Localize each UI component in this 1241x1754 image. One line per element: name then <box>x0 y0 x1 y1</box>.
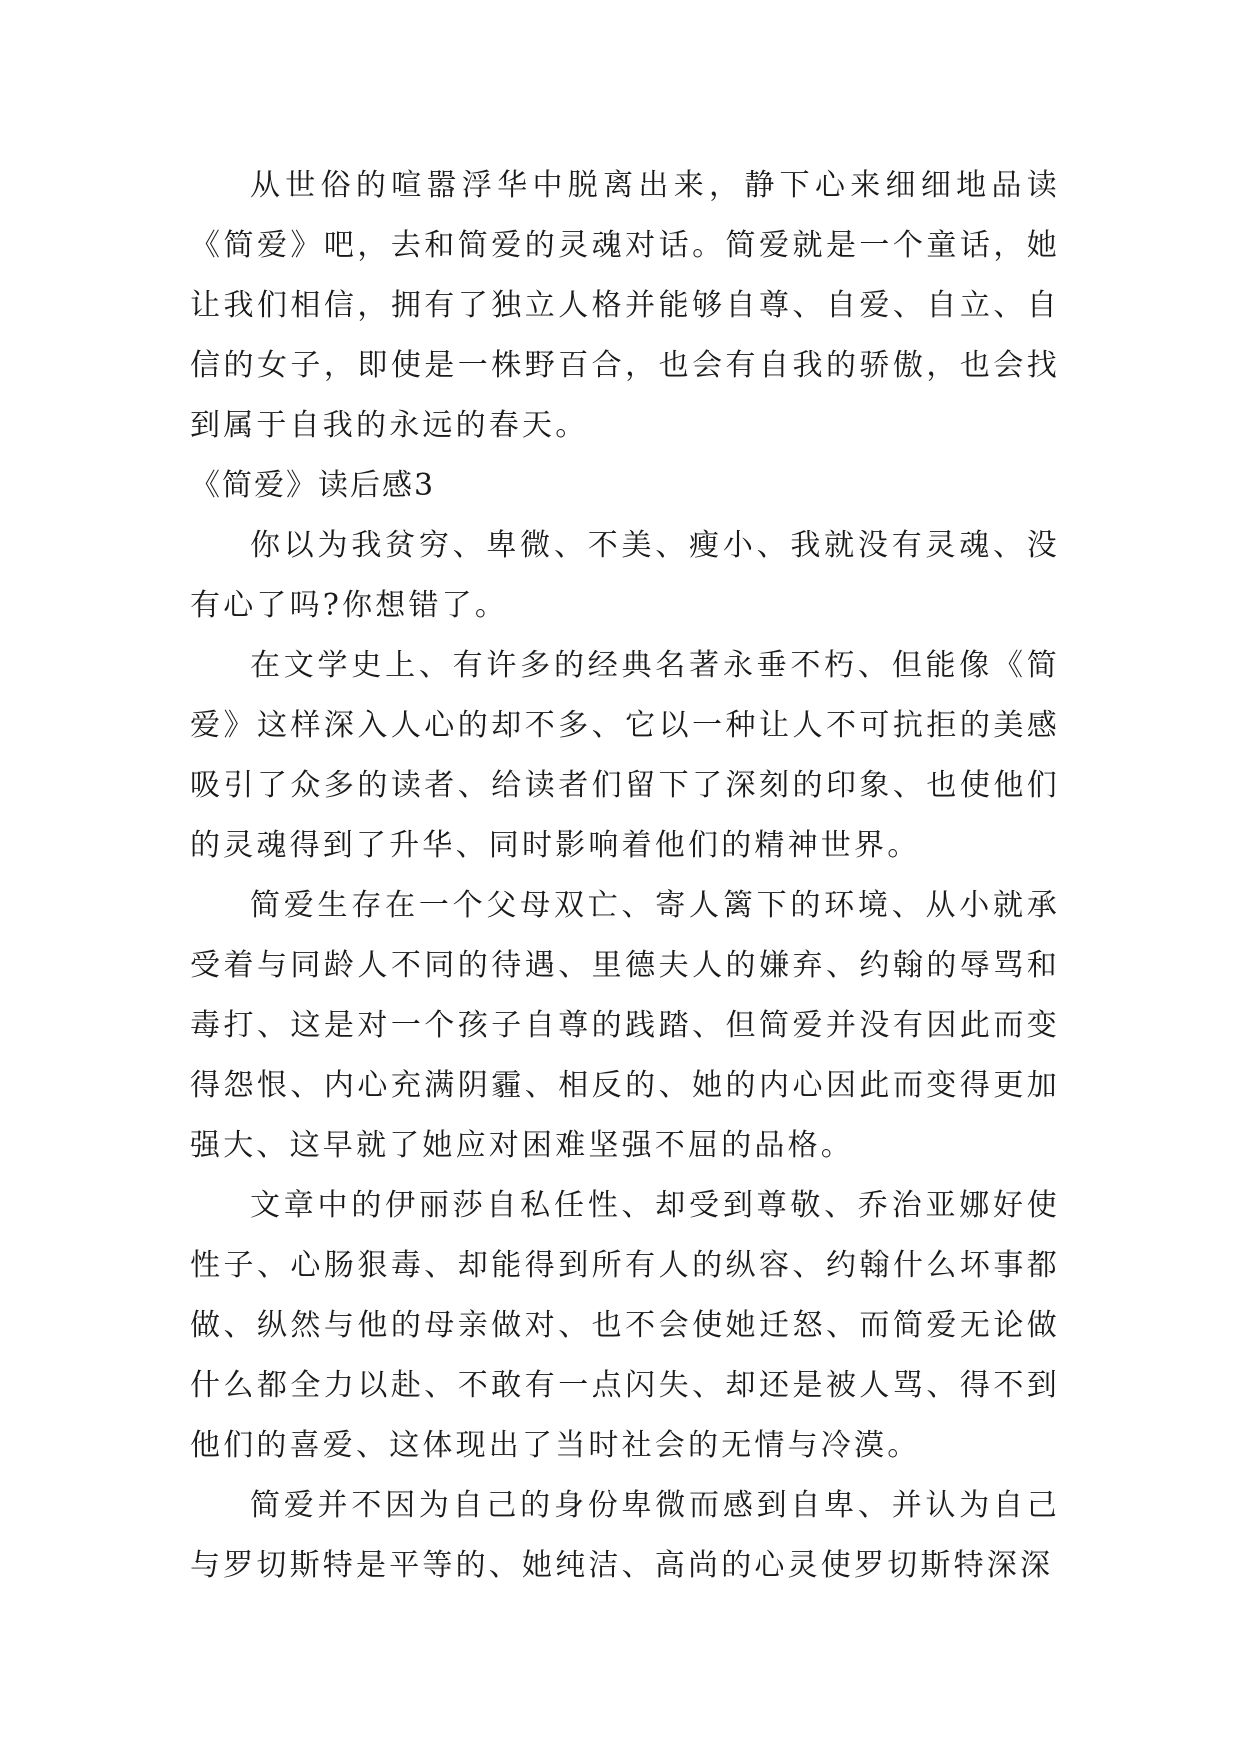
paragraph-5: 文章中的伊丽莎自私任性、却受到尊敬、乔治亚娜好使性子、心肠狠毒、却能得到所有人的纵容、约翰什么坏事都做、纵然与他的母亲做对、也不会使她迁怒、而简爱无论做什么都全力以赴、不敢有一点闪失、却还是被人骂、得不到他们的喜爱、这体现出了当时社会的无情与冷漠。 <box>190 1188 1060 1463</box>
paragraph-6: 简爱并不因为自己的身份卑微而感到自卑、并认为自己与罗切斯特是平等的、她纯洁、高尚的心灵使罗切斯特深深 <box>190 1488 1060 1583</box>
paragraph-3: 在文学史上、有许多的经典名著永垂不朽、但能像《简爱》这样深入人心的却不多、它以一种让人不可抗拒的美感吸引了众多的读者、给读者们留下了深刻的印象、也使他们的灵魂得到了升华、同时影响着他们的精神世界。 <box>190 648 1060 863</box>
paragraph-2: 你以为我贫穷、卑微、不美、瘦小、我就没有灵魂、没有心了吗?你想错了。 <box>190 528 1060 623</box>
section-heading: 《简爱》读后感3 <box>190 468 436 503</box>
paragraph-4: 简爱生存在一个父母双亡、寄人篱下的环境、从小就承受着与同龄人不同的待遇、里德夫人的嫌弃、约翰的辱骂和毒打、这是对一个孩子自尊的践踏、但简爱并没有因此而变得怨恨、内心充满阴霾、相反的、她的内心因此而变得更加强大、这早就了她应对困难坚强不屈的品格。 <box>190 888 1060 1163</box>
document-body <box>190 156 1060 1596</box>
paragraph-1: 从世俗的喧嚣浮华中脱离出来，静下心来细细地品读《简爱》吧，去和简爱的灵魂对话。简爱就是一个童话，她让我们相信，拥有了独立人格并能够自尊、自爱、自立、自信的女子，即使是一株野百合，也会有自我的骄傲，也会找到属于自我的永远的春天。 <box>190 168 1060 443</box>
